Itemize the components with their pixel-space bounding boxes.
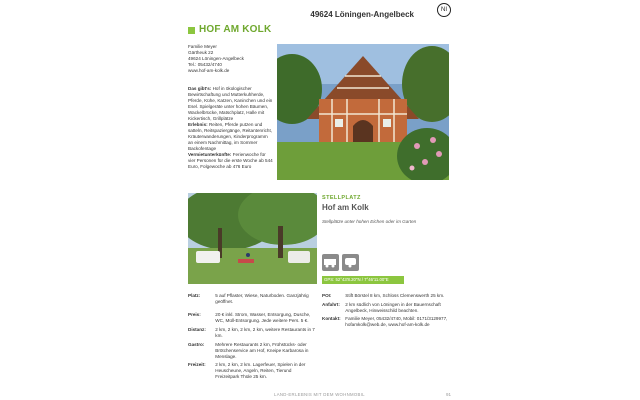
footer-text: LAND-ERLEBNIS MIT DEM WOHNMOBIL xyxy=(274,392,365,397)
detail-text: Familie Meyer, 05432/4740, Mobil: 0171/3129977, hofamkolk@web.de, www.hof-am-kolk.de xyxy=(345,316,448,327)
address-line: Familie Meyer xyxy=(188,44,217,49)
stellplatz-icons xyxy=(322,254,359,271)
detail-text: 2 km südlich von Löningen in der Bauernschaft Angelbeck, Hinweisschild beachten. xyxy=(345,302,441,313)
address-line: 49624 Löningen-Angelbeck xyxy=(188,56,244,61)
detail-text: Mehrere Restaurants 2 km, Frühstücks- oder Brötchenservice am Hof, Kneipe Karbarosa in Menslage. xyxy=(215,342,309,359)
address-line: Tel.: 05432/4740 xyxy=(188,62,222,67)
detail-label: Distanz: xyxy=(188,327,206,332)
motorhome-icon xyxy=(322,254,339,271)
address-block xyxy=(188,44,274,74)
page-title: HOF AM KOLK xyxy=(199,24,272,35)
detail-label: POI: xyxy=(322,293,332,298)
dasgibts-label: Das gibt's: xyxy=(188,86,212,91)
detail-row xyxy=(188,362,316,380)
detail-row xyxy=(322,302,450,314)
location-header: 49624 Löningen-Angelbeck xyxy=(310,10,414,19)
dasgibts-text: Hof in ökologischer Bewirtschaftung und Mutterkuhherde, Pferde, Kühe, Katzen, Kaninchen und ein Esel. Spielgeräte unter hohen Bäumen, Wackelbrücke, Matschplatz, Halle mit Kickertisch, Grillplätze xyxy=(188,86,273,121)
detail-row xyxy=(188,293,316,305)
address-line: www.hof-am-kolk.de xyxy=(188,68,230,73)
page-number: 91 xyxy=(446,392,452,397)
detail-row xyxy=(188,342,316,360)
detail-text: 2 km, 2 km, 2 km. Lagerfeuer, Spielen in der Heuscheune, Angeln, Reiten, Tierund Freizeitpark Thüle 25 km. xyxy=(215,362,306,379)
campsite-photo xyxy=(188,193,317,284)
detail-label: Freizeit: xyxy=(188,362,206,367)
title-square-icon xyxy=(188,27,195,34)
detail-label: Kontakt: xyxy=(322,316,341,321)
stellplatz-description: Stellplätze unter hohen Eichen oder im Garten xyxy=(322,219,417,224)
farmhouse-photo xyxy=(277,44,449,180)
detail-label: Platz: xyxy=(188,293,201,298)
stellplatz-label: STELLPLATZ xyxy=(322,195,361,201)
detail-text: 2 km, 2 km, 2 km, 2 km, weitere Restaurants in 7 km. xyxy=(215,327,315,338)
detail-label: Gastro: xyxy=(188,342,205,347)
caravan-icon xyxy=(342,254,359,271)
gps-coordinates: GPS: 52°43'8.20"N / 7°46'11.00"E xyxy=(322,276,404,284)
erlebnis-text: Reiten, Pferde putzen und satteln, Reitspaziergänge, Reitantenricht, Kräuterwanderungen, Kinderprogramm an einem Nachmittag, im Sommer Backofentage xyxy=(188,122,273,151)
erlebnis-label: Erlebnis: xyxy=(188,122,208,127)
detail-text: Stift Börstel 8 km, Schloss Clemenswerth 25 km. xyxy=(345,293,445,298)
vermiet-label: Vermietunterkünfte: xyxy=(188,152,232,157)
detail-row xyxy=(188,312,316,324)
detail-row xyxy=(322,293,450,299)
address-line: Gärtheuk 22 xyxy=(188,50,214,55)
vermiet-text: Ferienwoche für vier Personen für die erste Woche ab 544 Euro, Folgewoche ab 476 Euro xyxy=(188,152,273,169)
detail-label: Preis: xyxy=(188,312,201,317)
stellplatz-name: Hof am Kolk xyxy=(322,203,369,212)
detail-text: 5 auf Pflaster, Wiese, Naturboden. Ganzjährig geöffnet. xyxy=(215,293,309,304)
detail-row xyxy=(322,316,450,328)
detail-row xyxy=(188,327,316,339)
region-badge-icon: NI xyxy=(437,3,451,17)
info-block xyxy=(188,86,274,170)
detail-label: Anfahrt: xyxy=(322,302,340,307)
detail-text: 20 € inkl. Strom, Wasser, Entsorgung, Dusche, WC, Müll-Entsorgung. Jede weitere Pers. 5 €. xyxy=(215,312,311,323)
